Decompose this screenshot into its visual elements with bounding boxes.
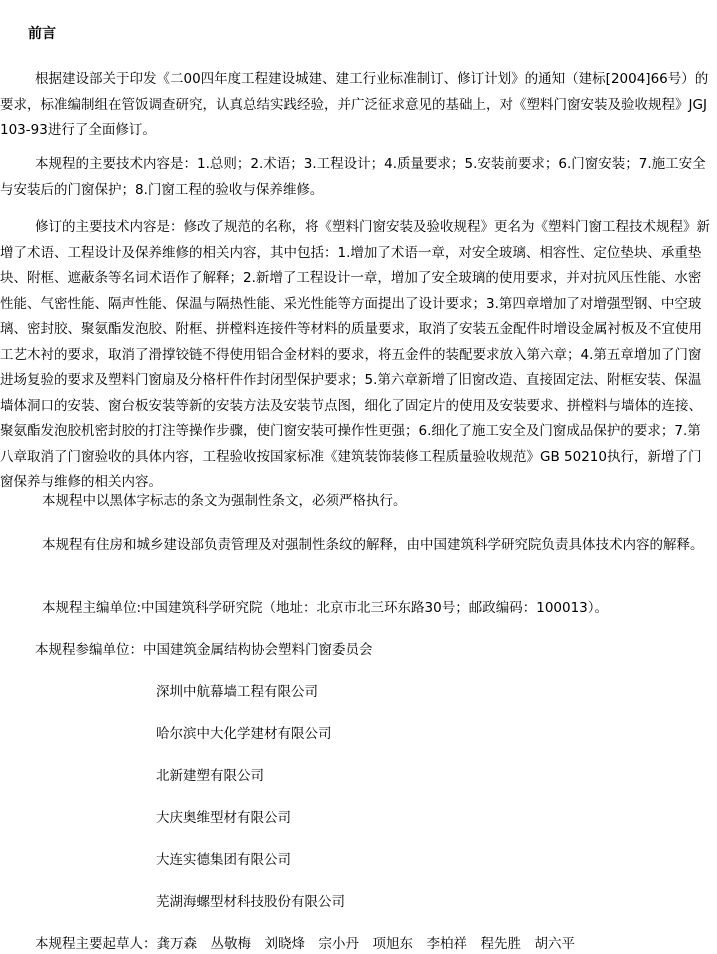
- participating-unit: 芜湖海螺型材科技股份有限公司: [156, 894, 345, 910]
- paragraph-mandatory-clauses: 本规程中以黑体字标志的条文为强制性条文，必须严格执行。: [42, 493, 407, 509]
- paragraph-main-content: 本规程的主要技术内容是：1.总则；2.术语；3.工程设计；4.质量要求；5.安装前要求；6.门窗安装；7.施工安全与安装后的门窗保护；8.门窗工程的验收与保养维修。: [0, 156, 706, 198]
- paragraph-revision-content: 修订的主要技术内容是：修改了规范的名称，将《塑料门窗安装及验收规程》更名为《塑料门窗工程技术规程》新增了术语、工程设计及保养维修的相关内容，其中包括：1.增加了术语一章，对安全玻璃、相容性、定位垫块、承重垫块、附框、遮蔽条等名词术语作了解释；2.新增了工程设计一章，增加了安全玻璃的使用要求，并对抗风压性能、水密性能、气密性能、隔声性能、保温与隔热性能、采光性能等方面提出了设计要求；3.第四章增加了对增强型钢、中空玻璃、密封胶、聚氨酯发泡胶、附框、拼樘料连接件等材料的质量要求，取消了安装五金配件时增设金属衬板及不宜使用工艺木衬的要求，取消了滑撑铰链不得使用铝合金材料的要求，将五金件的装配要求放入第六章；4.第五章增加了门窗进场复验的要求及塑料门窗扇及分格杆件作封闭型保护要求；5.第六章新增了旧窗改造、直接固定法、附框安装、保温墙体洞口的安装、窗台板安装等新的安装方法及安装节点图，细化了固定片的使用及安装要求、拼樘料与墙体的连接、聚氨酯发泡胶机密封胶的打注等操作步骤，使门窗安装可操作性更强；6.细化了施工安全及门窗成品保护的要求；7.第八章取消了门窗验收的具体内容，工程验收按国家标准《建筑装饰装修工程质量验收规范》GB 50210执行，新增了门窗保养与维修的相关内容。: [0, 219, 710, 490]
- participating-units-label: 本规程参编单位：中国建筑金属结构协会塑料门窗委员会: [35, 642, 373, 658]
- paragraph-chief-editor: 本规程主编单位:中国建筑科学研究院（地址：北京市北三环东路30号；邮政编码：100013）。: [42, 600, 609, 616]
- participating-unit: 北新建塑有限公司: [156, 768, 264, 784]
- paragraph-background: 根据建设部关于印发《二00四年度工程建设城建、建工行业标准制订、修订计划》的通知（建标[2004]66号）的要求，标准编制组在管饭调查研究，认真总结实践经验，并广泛征求意见的基础上，对《塑料门窗安装及验收规程》JGJ103-93进行了全面修订。: [0, 71, 709, 138]
- page-title: 前言: [28, 26, 56, 42]
- participating-unit: 大庆奥维型材有限公司: [156, 810, 291, 826]
- participating-unit: 大连实德集团有限公司: [156, 852, 291, 868]
- participating-unit: 哈尔滨中大化学建材有限公司: [156, 726, 332, 742]
- drafters-line: 本规程主要起草人：龚万森 丛敬梅 刘晓烽 宗小丹 项旭东 李柏祥 程先胜 胡六平: [35, 936, 575, 952]
- paragraph-management: 本规程有住房和城乡建设部负责管理及对强制性条纹的解释，由中国建筑科学研究院负责具体技术内容的解释。: [42, 537, 704, 553]
- participating-unit: 深圳中航幕墙工程有限公司: [156, 684, 318, 700]
